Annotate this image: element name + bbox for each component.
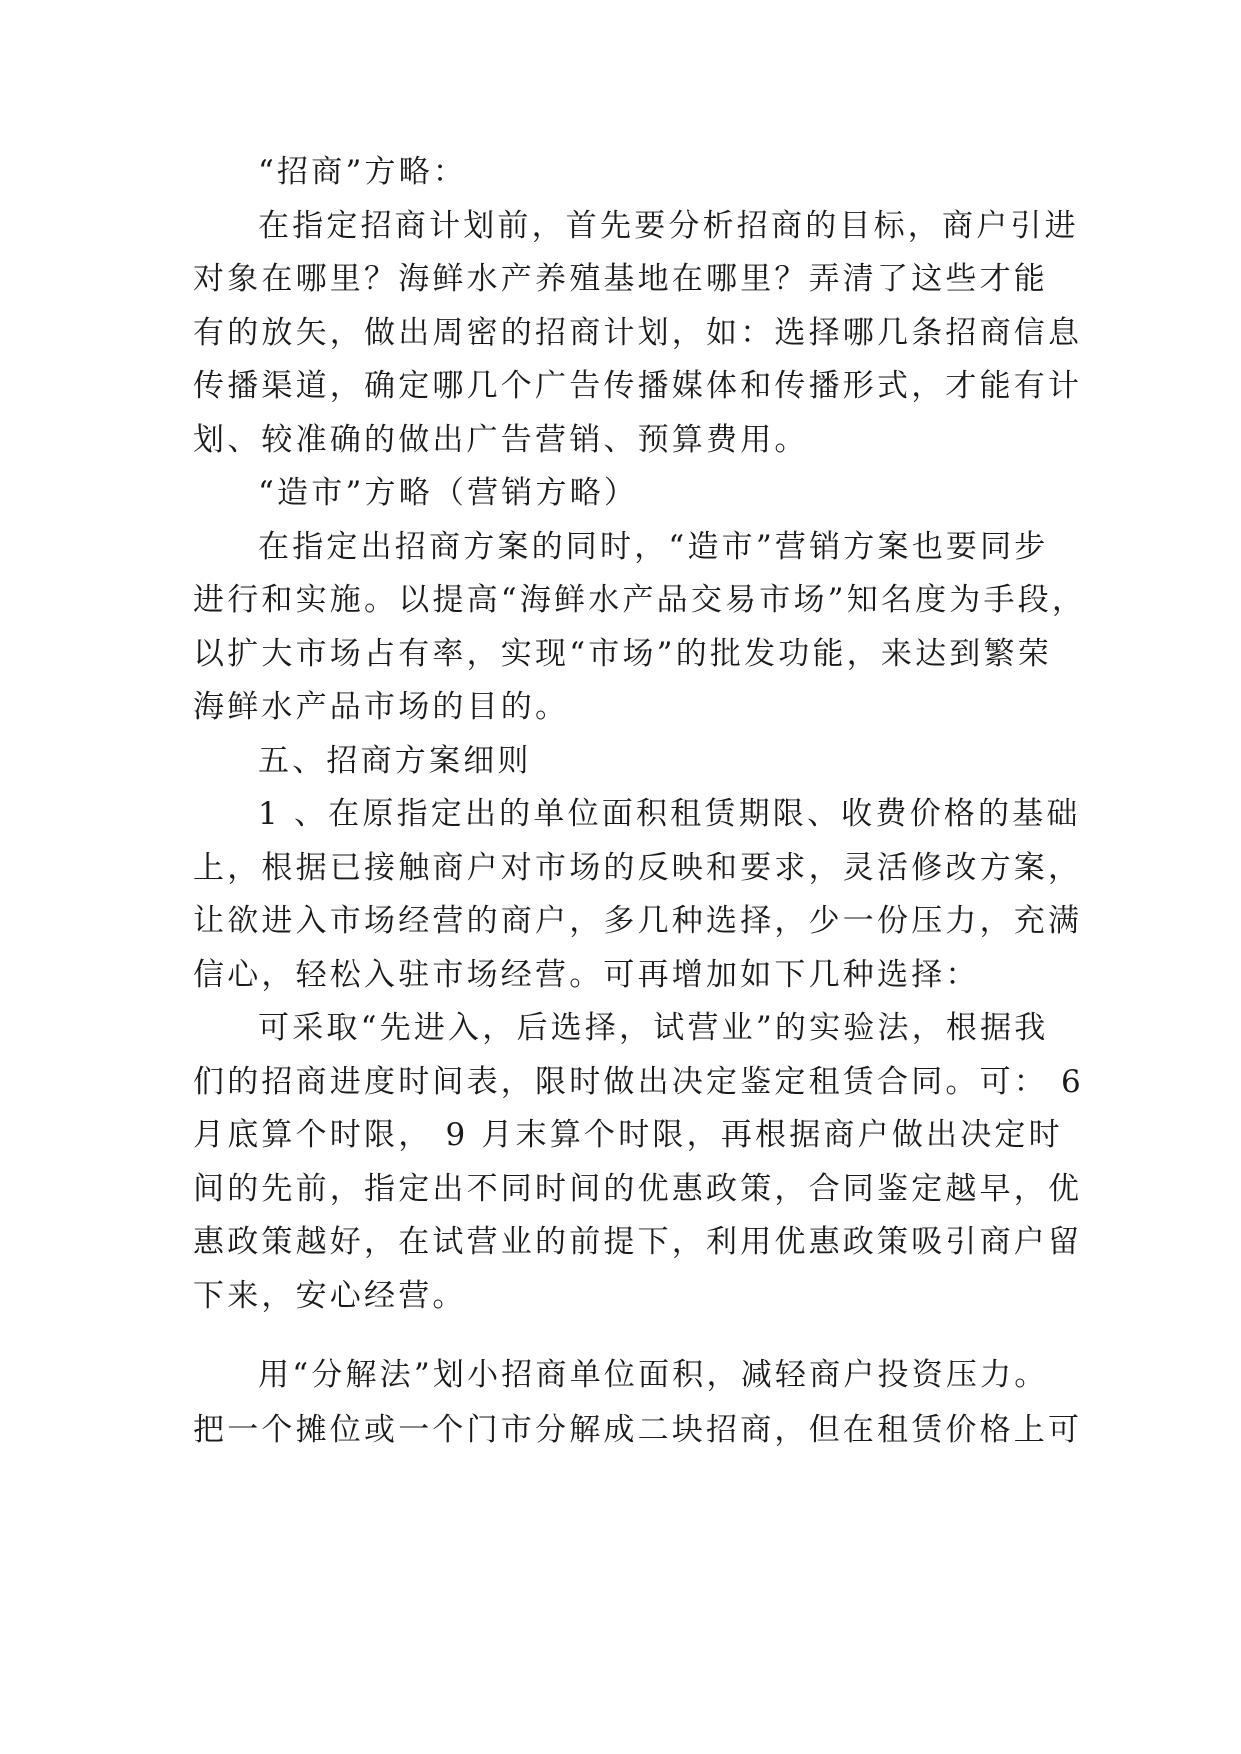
paragraph-line: 用“分解法”划小招商单位面积，减轻商户投资压力。 <box>258 1357 1049 1393</box>
paragraph-line: 有的放矢，做出周密的招商计划，如：选择哪几条招商信息 <box>193 315 1083 351</box>
paragraph-line: 划、较准确的做出广告营销、预算费用。 <box>193 422 809 458</box>
paragraph-line: 间的先前，指定出不同时间的优惠政策，合同鉴定越早，优 <box>193 1171 1083 1207</box>
paragraph-line: 进行和实施。以提高“海鲜水产品交易市场”知名度为手段， <box>193 582 1087 618</box>
paragraph-line: 惠政策越好，在试营业的前提下，利用优惠政策吸引商户留 <box>193 1224 1083 1260</box>
section-heading-five: 五、招商方案细则 <box>258 743 532 779</box>
paragraph-line: 传播渠道，确定哪几个广告传播媒体和传播形式，才能有计 <box>193 368 1083 404</box>
paragraph-line: 上，根据已接触商户对市场的反映和要求，灵活修改方案， <box>193 850 1083 886</box>
paragraph-line: 对象在哪里？海鲜水产养殖基地在哪里？弄清了这些才能 <box>193 261 1048 297</box>
paragraph-line: 们的招商进度时间表，限时做出决定鉴定租赁合同。可： 6 <box>193 1064 1084 1100</box>
paragraph-line: 以扩大市场占有率，实现“市场”的批发功能，来达到繁荣 <box>193 636 1052 672</box>
paragraph-line: 海鲜水产品市场的目的。 <box>193 689 570 725</box>
paragraph-line: 可采取“先进入，后选择，试营业”的实验法，根据我 <box>258 1010 1049 1046</box>
paragraph-line: 在指定招商计划前，首先要分析招商的目标，商户引进 <box>258 208 1079 244</box>
section-heading-zaoshi: “造市”方略（营销方略） <box>258 475 639 511</box>
paragraph-line: 下来，安心经营。 <box>193 1278 467 1314</box>
paragraph-line: 让欲进入市场经营的商户，多几种选择，少一份压力，充满 <box>193 903 1083 939</box>
paragraph-line: 月底算个时限， 9 月末算个时限，再根据商户做出决定时 <box>193 1117 1063 1153</box>
paragraph-line: 1 、在原指定出的单位面积租赁期限、收费价格的基础 <box>258 796 1081 832</box>
paragraph-line: 信心，轻松入驻市场经营。可再增加如下几种选择： <box>193 957 980 993</box>
paragraph-line: 在指定出招商方案的同时，“造市”营销方案也要同步 <box>258 529 1049 565</box>
paragraph-line: 把一个摊位或一个门市分解成二块招商，但在租赁价格上可 <box>193 1412 1083 1448</box>
section-heading-zhaoshang: “招商”方略： <box>258 154 468 190</box>
